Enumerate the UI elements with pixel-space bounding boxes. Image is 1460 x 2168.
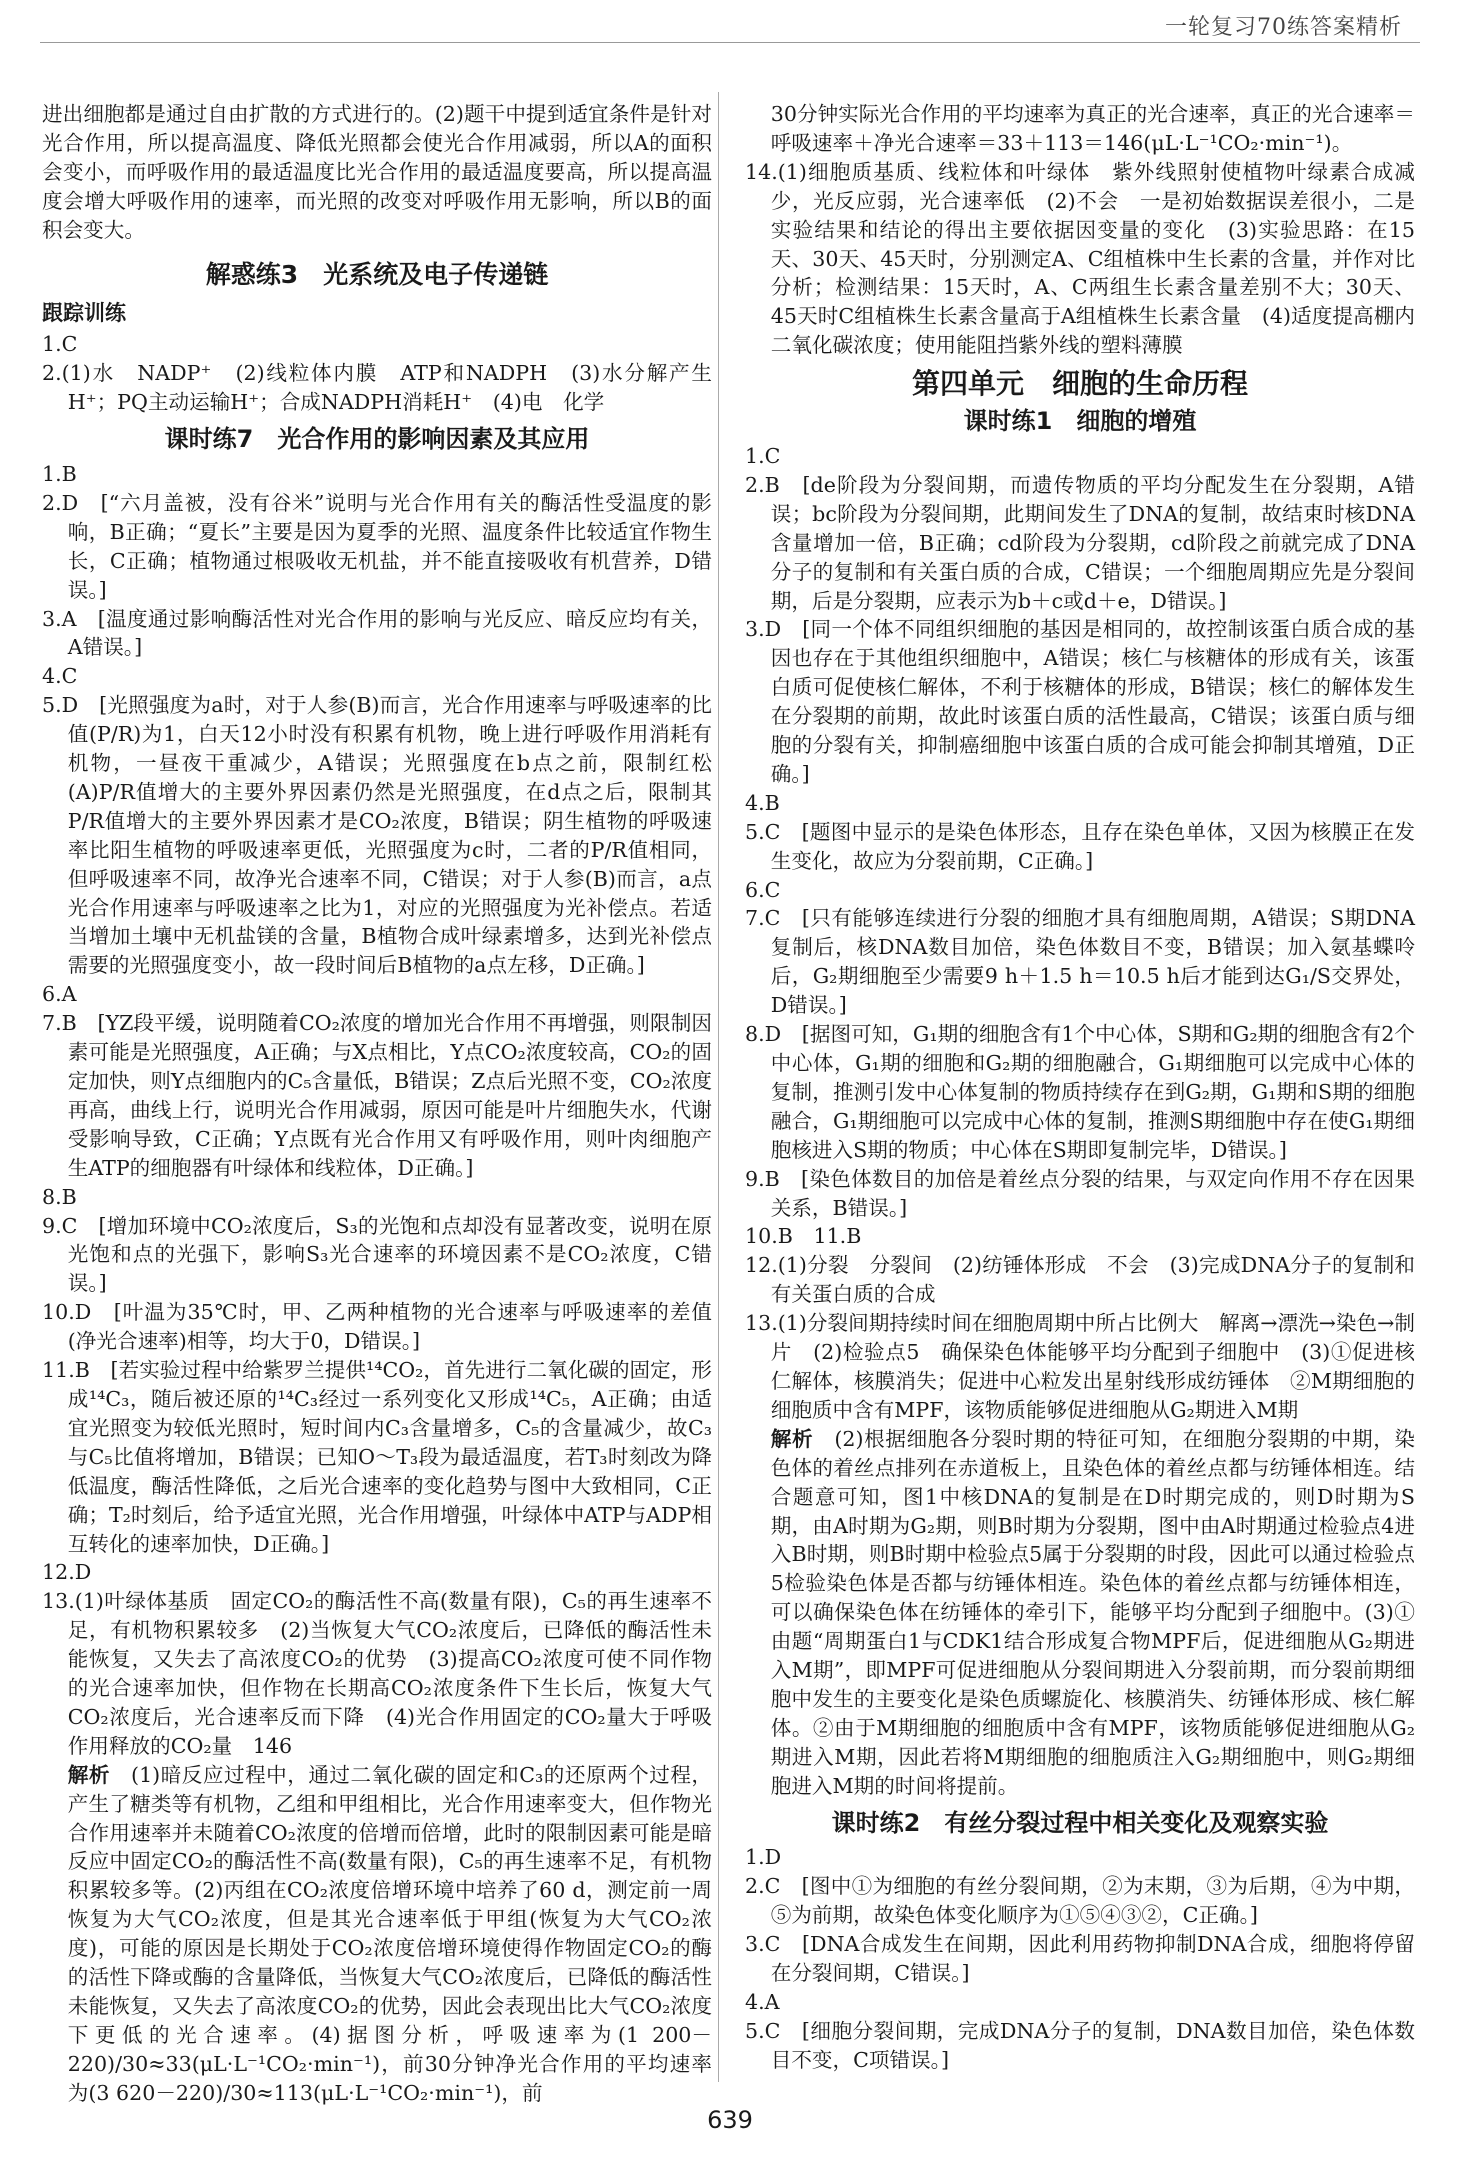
left-column (42, 100, 712, 2108)
answer-item: 1.C (42, 332, 78, 357)
analysis-text: (1)暗反应过程中，通过二氧化碳的固定和C₃的还原两个过程，产生了糖类等有机物，乙组和甲组相比，光合作用速率变大，但作物光合作用速率并未随着CO₂浓度的倍增而倍增，此时的限制因素可能是暗反应中固定CO₂的酶活性不高(数量有限)，C₅的再生速率不足，有机物积累较多等。(2)丙组在CO₂浓度倍增环境中培养了60 d，测定前一周恢复为大气CO₂浓度，但是其光合速率低于甲组(恢复为大气CO₂浓度)，可能的原因是长期处于CO₂浓度倍增环境使得作物固定CO₂的酶的活性下降或酶的含量降低，当恢复大气CO₂浓度后，已降低的酶活性未能恢复，又失去了高浓度CO₂的优势，因此会表现出比大气CO₂浓度下更低的光合速率。(4)据图分析，呼吸速率为(1 200－220)/30≈33(μL·L⁻¹CO₂·min⁻¹)，前30分钟净光合作用的平均速率为(3 620－220)/30≈113(μL·L⁻¹CO₂·min⁻¹)，前 (67, 1762, 713, 2105)
analysis-paragraph (42, 1761, 712, 2108)
answer-item: 1.B (42, 461, 77, 486)
running-header: 一轮复习70练答案精析 (1165, 15, 1402, 40)
answer-item: 3.C [DNA合成发生在间期，因此利用药物抑制DNA合成，细胞将停留在分裂间期，C错误。] (745, 1932, 1415, 1986)
answer-item: 4.C (42, 664, 78, 689)
answer-item: 5.C [细胞分裂间期，完成DNA分子的复制，DNA数目加倍，染色体数目不变，C项错误。] (745, 2018, 1415, 2072)
section-title-keshi2: 课时练2 有丝分裂过程中相关变化及观察实验 (831, 1808, 1329, 1837)
answer-item: 2.C [图中①为细胞的有丝分裂间期，②为末期，③为后期，④为中期，⑤为前期，故染色体变化顺序为①⑤④③②，C正确。] (745, 1874, 1415, 1928)
answer-item: 5.C [题图中显示的是染色体形态，且存在染色单体，又因为核膜正在发生变化，故应为分裂前期，C正确。] (745, 819, 1415, 873)
unit-title: 第四单元 细胞的生命历程 (911, 367, 1248, 401)
answer-item: 11.B [若实验过程中给紫罗兰提供¹⁴CO₂，首先进行二氧化碳的固定，形成¹⁴C₃，随后被还原的¹⁴C₃经过一系列变化又形成¹⁴C₅，A正确；由适宜光照变为较低光照时，短时间内C₃含量增多，C₅的含量减少，故C₃与C₅比值将增加，B错误；已知O～T₃段为最适温度，若T₃时刻改为降低温度，酶活性降低，之后光合速率的变化趋势与图中大致相同，C正确；T₂时刻后，给予适宜光照，光合作用增强，叶绿体中ATP与ADP相互转化的速率加快，D正确。] (42, 1358, 712, 1556)
section-title-jiehuo3: 解惑练3 光系统及电子传递链 (205, 259, 549, 289)
answer-item: 6.A (42, 982, 77, 1007)
answer-item: 12.(1)分裂 分裂间 (2)纺锤体形成 不会 (3)完成DNA分子的复制和有关蛋白质的合成 (745, 1253, 1415, 1307)
answer-item: 13.(1)分裂间期持续时间在细胞周期中所占比例大 解离→漂洗→染色→制片 (2)检验点5 确保染色体能够平均分配到子细胞中 (3)①促进核仁解体，核膜消失；促进中心粒发出星射线形成纺锤体 ②M期细胞的细胞质中含有MPF，该物质能够促进细胞从G₂期进入M期 (745, 1311, 1415, 1422)
answer-item: 4.B (745, 790, 780, 815)
analysis-text: (2)根据细胞各分裂时期的特征可知，在细胞分裂期的中期，染色体的着丝点排列在赤道板上，且染色体的着丝点都与纺锤体相连。结合题意可知，图1中核DNA的复制是在D时期完成的，则D时期为S期，由A时期为G₂期，则B时期为分裂期，图中由A时期通过检验点4进入B时期，则B时期中检验点5属于分裂期的时段，因此可以通过检验点5检验染色体是否都与纺锤体相连。染色体的着丝点都与纺锤体相连，可以确保染色体在纺锤体的牵引下，能够平均分配到子细胞中。(3)①由题“周期蛋白1与CDK1结合形成复合物MPF后，促进细胞从G₂期进入M期”，即MPF可促进细胞从分裂间期进入分裂前期，而分裂前期细胞中发生的主要变化是染色质螺旋化、核膜消失、纺锤体形成、核仁解体。②由于M期细胞的细胞质中含有MPF，该物质能够促进细胞从G₂期进入M期，因此若将M期细胞的细胞质注入G₂期细胞中，则G₂期细胞进入M期的时间将提前。 (770, 1426, 1416, 1798)
answer-item: 10.D [叶温为35℃时，甲、乙两种植物的光合速率与呼吸速率的差值(净光合速率)相等，均大于0，D错误。] (42, 1300, 712, 1354)
continuation-paragraph: 30分钟实际光合作用的平均速率为真正的光合速率，真正的光合速率＝呼吸速率＋净光合速率＝33＋113＝146(μL·L⁻¹CO₂·min⁻¹)。 (770, 102, 1415, 155)
answer-item: 1.C (745, 443, 781, 468)
answer-item: 7.B [YZ段平缓，说明随着CO₂浓度的增加光合作用不再增强，则限制因素可能是光照强度，A正确；与X点相比，Y点CO₂浓度较高，CO₂的固定加快，则Y点细胞内的C₅含量低，B错误；Z点后光照不变，CO₂浓度再高，曲线上行，说明光合作用减弱，原因可能是叶片细胞失水，代谢受影响导致，C正确；Y点既有光合作用又有呼吸作用，则叶肉细胞产生ATP的细胞器有叶绿体和线粒体，D正确。] (42, 1011, 712, 1180)
page-number: 639 (707, 2106, 753, 2134)
section-title-keshi1: 课时练1 细胞的增殖 (963, 407, 1197, 436)
answer-item: 3.D [同一个体不同组织细胞的基因是相同的，故控制该蛋白质合成的基因也存在于其他组织细胞中，A错误；核仁与核糖体的形成有关，该蛋白质可促使核仁解体，不利于核糖体的形成，B错误；核仁的解体发生在分裂期的前期，故此时该蛋白质的活性最高，C错误；该蛋白质与细胞的分裂有关，抑制癌细胞中该蛋白质的合成可能会抑制其增殖，D正确。] (745, 617, 1415, 786)
answer-item: 3.A [温度通过影响酶活性对光合作用的影响与光反应、暗反应均有关，A错误。] (42, 606, 712, 660)
answer-item: 9.C [增加环境中CO₂浓度后，S₃的光饱和点却没有显著改变，说明在原光饱和点的光强下，影响S₃光合速率的环境因素不是CO₂浓度，C错误。] (42, 1213, 712, 1296)
answer-item: 9.B [染色体数目的加倍是着丝点分裂的结果，与双定向作用不存在因果关系，B错误。] (745, 1166, 1415, 1220)
keshi2-item-list (745, 1843, 1415, 2074)
section-title-keshi7: 课时练7 光合作用的影响因素及其应用 (164, 425, 590, 454)
keshi7-item-list (42, 460, 712, 1761)
answer-item: 12.D (42, 1560, 92, 1585)
answer-item: 2.B [de阶段为分裂间期，而遗传物质的平均分配发生在分裂期，A错误；bc阶段为分裂间期，此期间发生了DNA的复制，故结束时核DNA含量增加一倍，B正确；cd阶段为分裂期，cd阶段之前就完成了DNA分子的复制和有关蛋白质的合成，C错误；一个细胞周期应先是分裂间期，后是分裂期，应表示为b＋c或d＋e，D错误。] (745, 472, 1415, 613)
jiehuo-item-list (42, 330, 712, 417)
header-rule (40, 42, 1420, 43)
answer-item-14: 14.(1)细胞质基质、线粒体和叶绿体 紫外线照射使植物叶绿素合成减少，光反应弱，光合速率低 (2)不会 一是初始数据误差很小，二是实验结果和结论的得出主要依据因变量的变化 (3)实验思路：在15天、30天、45天时，分别测定A、C组植株中生长素的含量，并作对比分析；检测结果：15天时，A、C两组生长素含量差别不大；30天、45天时C组植株生长素含量高于A组植株生长素含量 (4)适度提高棚内二氧化碳浓度；使用能阻挡紫外线的塑料薄膜 (745, 159, 1415, 358)
analysis-label: 解析 (67, 1762, 110, 1787)
answer-item: 2.D [“六月盖被，没有谷米”说明与光合作用有关的酶活性受温度的影响，B正确；“夏长”主要是因为夏季的光照、温度条件比较适宜作物生长，C正确；植物通过根吸收无机盐，并不能直接吸收有机营养，D错误。] (42, 490, 712, 602)
answer-item: 2.(1)水 NADP⁺ (2)线粒体内膜 ATP和NADPH (3)水分解产生H⁺；PQ主动运输H⁺；合成NADPH消耗H⁺ (4)电 化学 (42, 361, 712, 415)
answer-item: 4.A (745, 1990, 780, 2014)
answer-item: 6.C (745, 877, 781, 902)
answer-item: 13.(1)叶绿体基质 固定CO₂的酶活性不高(数量有限)，C₅的再生速率不足，有机物积累较多 (2)当恢复大气CO₂浓度后，已降低的酶活性未能恢复，又失去了高浓度CO₂的优势 (3)提高CO₂浓度可使不同作物的光合速率加快，但作物在长期高CO₂浓度条件下生长后，恢复大气CO₂浓度后，光合速率反而下降 (4)光合作用固定的CO₂量大于呼吸作用释放的CO₂量 146 (42, 1589, 712, 1758)
answer-item: 10.B 11.B (745, 1224, 862, 1249)
answer-item: 5.D [光照强度为a时，对于人参(B)而言，光合作用速率与呼吸速率的比值(P/R)为1，白天12小时没有积累有机物，晚上进行呼吸作用消耗有机物，一昼夜干重减少，A错误；光照强度在b点之前，限制红松(A)P/R值增大的主要外界因素仍然是光照强度，在d点之后，限制其P/R值增大的主要外界因素才是CO₂浓度，B错误；阴生植物的呼吸速率比阳生植物的呼吸速率更低，光照强度为c时，二者的P/R值相同，但呼吸速率不同，故净光合速率不同，C错误；对于人参(B)而言，a点光合作用速率与呼吸速率之比为1，对应的光照强度为光补偿点。若适当增加土壤中无机盐镁的含量，B植物合成叶绿素增多，达到光补偿点需要的光照强度变小，故一段时间后B植物的a点左移，D正确。] (42, 693, 712, 978)
column-divider (718, 92, 719, 2082)
analysis-paragraph-right (745, 1425, 1415, 1801)
keshi1-item-list (745, 442, 1415, 1425)
answer-item: 8.B (42, 1184, 77, 1209)
answer-item: 1.D (745, 1845, 782, 1870)
answer-item: 7.C [只有能够连续进行分裂的细胞才具有细胞周期，A错误；S期DNA复制后，核DNA数目加倍，染色体数目不变，B错误；加入氨基蝶呤后，G₂期细胞至少需要9 h＋1.5 h＝10.5 h后才能到达G₁/S交界处，D错误。] (745, 906, 1415, 1018)
intro-paragraph: 进出细胞都是通过自由扩散的方式进行的。(2)题干中提到适宜条件是针对光合作用，所以提高温度、降低光照都会使光合作用减弱，所以A的面积会变小，而呼吸作用的最适温度比光合作用的最适温度要高，所以提高温度会增大呼吸作用的速率，而光照的改变对呼吸作用无影响，所以B的面积会变大。 (42, 102, 712, 242)
right-column (745, 100, 1415, 2075)
subsection-genzong: 跟踪训练 (42, 301, 126, 326)
analysis-label: 解析 (770, 1426, 814, 1451)
answer-item: 8.D [据图可知，G₁期的细胞含有1个中心体，S期和G₂期的细胞含有2个中心体，G₁期的细胞和G₂期的细胞融合，G₁期细胞可以完成中心体的复制，推测引发中心体复制的物质持续存在到G₂期，G₁期和S期的细胞融合，G₁期细胞可以完成中心体的复制，推测S期细胞中存在使G₁期细胞核进入S期的物质；中心体在S期即复制完毕，D错误。] (745, 1022, 1415, 1162)
